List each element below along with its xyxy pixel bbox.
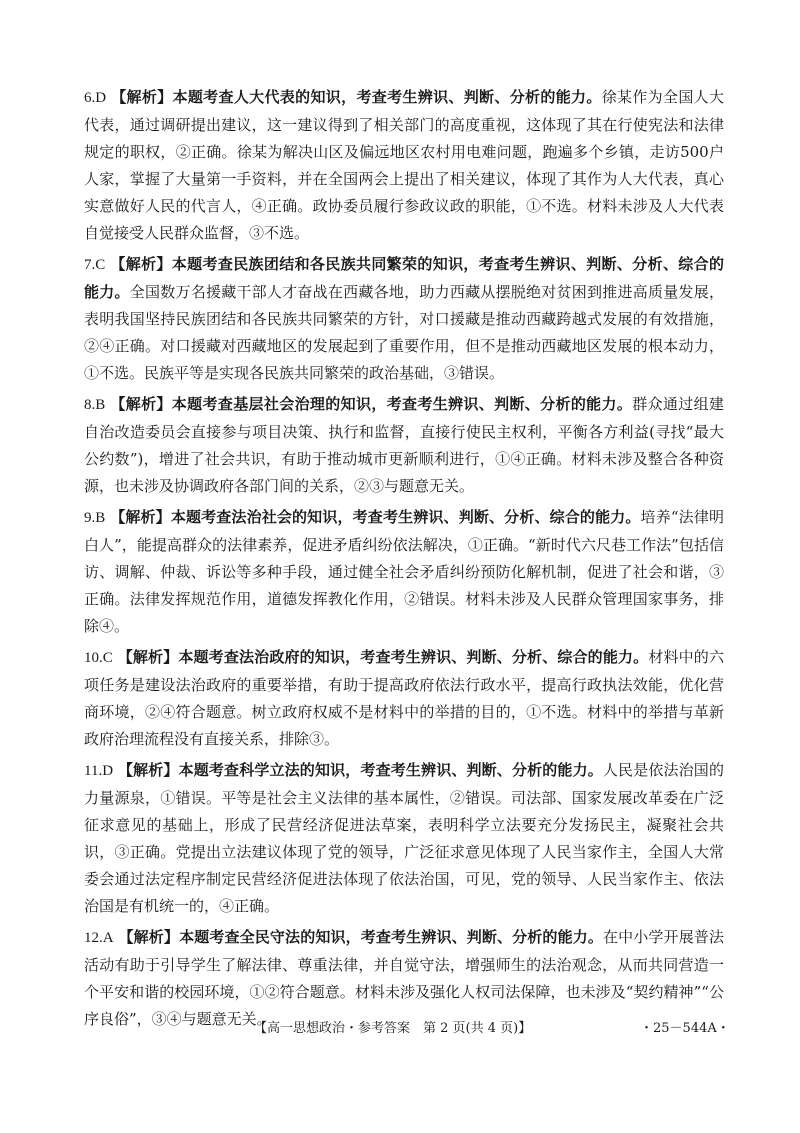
analysis-tag: 【解析】 — [110, 395, 172, 413]
analysis-tag: 【解析】 — [110, 508, 171, 526]
analysis-stem: 本题考查科学立法的知识，考查考生辨识、判断、分析的能力。 — [178, 761, 603, 779]
analysis-stem: 本题考查全民守法的知识，考查考生辨识、判断、分析的能力。 — [179, 928, 603, 946]
analysis-tag: 【解析】 — [117, 761, 179, 779]
answer-item-10 — [84, 644, 724, 753]
analysis-tag: 【解析】 — [118, 928, 180, 946]
answer-page — [84, 84, 724, 1037]
analysis-body: 在中小学开展普法活动有助于引导学生了解法律、尊重法律，并自觉守法，增强师生的法治观念，从而共同营造一个平安和谐的校园环境，①②符合题意。材料未涉及强化人权司法保障，也未涉及“契约精神”“公序良俗”，③④与题意无关。 — [84, 928, 724, 1028]
analysis-stem: 本题考查法治政府的知识，考查考生辨识、判断、分析、综合的能力。 — [178, 648, 649, 666]
answer-item-6 — [84, 84, 724, 247]
analysis-body: 材料中的六项任务是建设法治政府的重要举措，有助于提高政府依法行政水平，提高行政执法效能，优化营商环境，②④符合题意。树立政府权威不是材料中的举措的目的，①不选。材料中的举措与革新政府治理流程没有直接关系，排除③。 — [84, 648, 724, 748]
analysis-body: 培养“法律明白人”，能提高群众的法律素养，促进矛盾纠纷依法解决，①正确。“新时代六尺巷工作法”包括信访、调解、仲裁、诉讼等多种手段，通过健全社会矛盾纠纷预防化解机制，促进了社会和谐，③正确。法律发挥规范作用，道德发挥教化作用，②错误。材料未涉及人民群众管理国家事务，排除④。 — [84, 508, 724, 635]
analysis-stem: 本题考查法治社会的知识，考查考生辨识、判断、分析、综合的能力。 — [170, 508, 641, 526]
footer-code: ・25－544A・ — [640, 1021, 730, 1036]
analysis-body: 群众通过组建自治改造委员会直接参与项目决策、执行和监督，直接行使民主权利，平衡各方利益(寻找“最大公约数”)，增进了社会共识，有助于推动城市更新顺利进行，①④正确。材料未涉及整合各种资源，也未涉及协调政府各部门间的关系，②③与题意无关。 — [84, 395, 724, 495]
analysis-tag: 【解析】 — [110, 255, 172, 273]
answer-item-9 — [84, 504, 724, 640]
answer-number: 6.D — [84, 90, 107, 106]
answer-item-7 — [84, 251, 724, 387]
answer-item-8 — [84, 391, 724, 500]
analysis-stem: 本题考查基层社会治理的知识，考查考生辨识、判断、分析的能力。 — [171, 395, 633, 413]
analysis-tag: 【解析】 — [111, 88, 173, 106]
analysis-stem: 本题考查人大代表的知识，考查考生辨识、判断、分析的能力。 — [172, 88, 602, 106]
answer-number: 8.B — [84, 397, 106, 413]
answer-number: 12.A — [84, 930, 114, 946]
analysis-body: 徐某作为全国人大代表，通过调研提出建议，这一建议得到了相关部门的高度重视，这体现了其在行使宪法和法律规定的职权，②正确。徐某为解决山区及偏远地区农村用电难问题，跑遍多个乡镇，走访500户人家，掌握了大量第一手资料，并在全国两会上提出了相关建议，体现了其作为人大代表，真心实意做好人民的代言人，④正确。政协委员履行参政议政的职能，①不选。材料未涉及人大代表自觉接受人民群众监督，③不选。 — [84, 88, 724, 242]
footer-title: 【高一思想政治・参考答案 第 2 页(共 4 页)】 — [254, 1021, 532, 1036]
answer-number: 9.B — [84, 510, 106, 526]
answer-item-11 — [84, 757, 724, 920]
answer-number: 10.C — [84, 650, 113, 666]
analysis-stem: 本题考查民族团结和各民族共同繁荣的知识，考查考生辨识、判断、分析、综合的能力。 — [84, 255, 724, 301]
analysis-tag: 【解析】 — [117, 648, 179, 666]
analysis-body: 全国数万名援藏干部人才奋战在西藏各地，助力西藏从摆脱绝对贫困到推进高质量发展，表明我国坚持民族团结和各民族共同繁荣的方针，对口援藏是推动西藏跨越式发展的有效措施，②④正确。对口援藏对西藏地区的发展起到了重要作用，但不是推动西藏地区发展的根本动力，①不选。民族平等是实现各民族共同繁荣的政治基础，③错误。 — [84, 283, 724, 382]
analysis-body: 人民是依法治国的力量源泉，①错误。平等是社会主义法律的基本属性，②错误。司法部、国家发展改革委在广泛征求意见的基础上，形成了民营经济促进法草案，表明科学立法要充分发扬民主，凝聚社会共识，③正确。党提出立法建议体现了党的领导，广泛征求意见体现了人民当家作主，全国人大常委会通过法定程序制定民营经济促进法体现了依法治国，可见，党的领导、人民当家作主、依法治国是有机统一的，④正确。 — [84, 761, 724, 915]
answer-number: 7.C — [84, 257, 106, 273]
answer-number: 11.D — [84, 763, 114, 779]
